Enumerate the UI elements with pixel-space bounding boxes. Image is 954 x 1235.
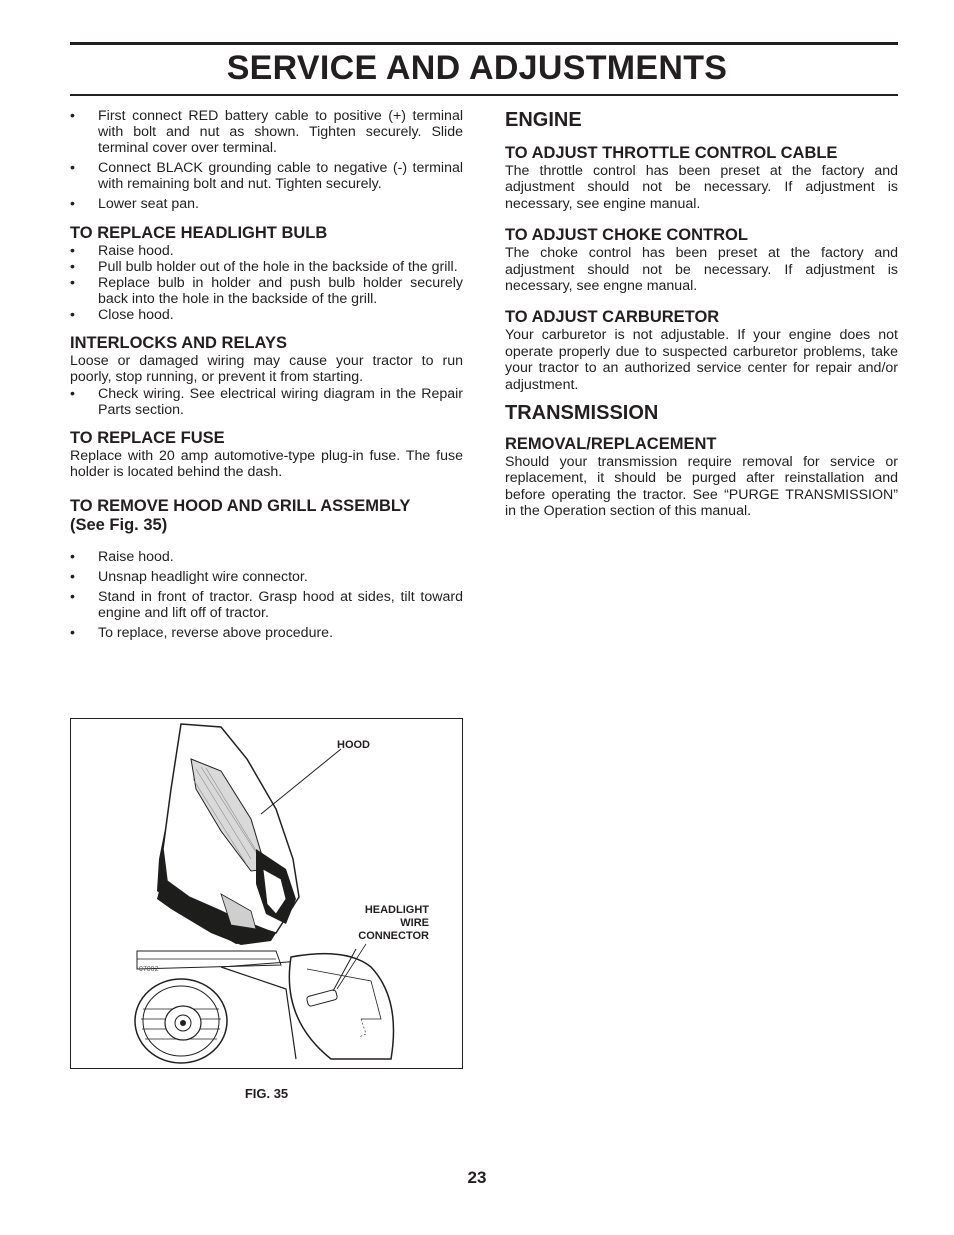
connector-label-line1: HEADLIGHT [364, 904, 429, 916]
hood-label: HOOD [337, 739, 370, 751]
figure-35 [70, 718, 463, 1069]
list-item: • Raise hood. [70, 243, 463, 259]
throttle-text: The throttle control has been preset at the factory and adjustment should not be necessary. If adjustment is necessary, see engine manual. [505, 163, 898, 212]
header-top-rule [70, 42, 898, 45]
list-item: • Lower seat pan. [70, 196, 463, 212]
left-column [70, 106, 463, 645]
header-bottom-rule [70, 94, 898, 96]
section-heading-engine: ENGINE [505, 109, 582, 131]
section-heading-headlight: TO REPLACE HEADLIGHT BULB [70, 224, 328, 242]
list-item: • Raise hood. [70, 549, 463, 565]
subheading-carburetor: TO ADJUST CARBURETOR [505, 308, 720, 327]
section-heading-transmission: TRANSMISSION [505, 402, 659, 425]
removal-text: Should your transmission require removal for service or replacement, it should be purged after reinstallation and before operating the tractor. See “PURGE TRANSMISSION” in the Operation section of this manual. [505, 454, 898, 520]
interlocks-text: Loose or damaged wiring may cause your tractor to run poorly, stop running, or prevent it from starting. [70, 353, 463, 386]
connector-label-line3: CONNECTOR [358, 930, 429, 942]
figure-caption: FIG. 35 [244, 1086, 289, 1101]
list-item: • Stand in front of tractor. Grasp hood at sides, tilt toward engine and lift off of tractor. [70, 589, 463, 621]
battery-steps [70, 108, 463, 212]
section-heading-interlocks: INTERLOCKS AND RELAYS [70, 334, 287, 352]
headlight-steps [70, 243, 463, 323]
list-item: • Close hood. [70, 307, 463, 323]
list-item: • Pull bulb holder out of the hole in the backside of the grill. [70, 259, 463, 275]
subheading-removal: REMOVAL/REPLACEMENT [505, 435, 717, 454]
list-item: • Unsnap headlight wire connector. [70, 569, 463, 585]
page-number: 23 [467, 1168, 487, 1187]
page-title: SERVICE AND ADJUSTMENTS [226, 49, 728, 87]
list-item: • Connect BLACK grounding cable to negative (-) terminal with remaining bolt and nut. Tighten securely. [70, 160, 463, 192]
fuse-text: Replace with 20 amp automotive-type plug-in fuse. The fuse holder is located behind the dash. [70, 447, 463, 481]
list-item: • Replace bulb in holder and push bulb holder securely back into the hole in the backside of the grill. [70, 275, 463, 307]
section-heading-hood-line2: (See Fig. 35) [70, 515, 168, 534]
figure-code: 07002 [139, 966, 159, 973]
subheading-choke: TO ADJUST CHOKE CONTROL [505, 226, 748, 245]
carburetor-text: Your carburetor is not adjustable. If your engine does not operate properly due to suspected carburetor problems, take your tractor to an authorized service center for repair and/or adjustment. [505, 327, 898, 393]
interlocks-steps [70, 386, 463, 418]
hood-illustration [71, 719, 462, 1068]
hood-steps [70, 549, 463, 641]
choke-text: The choke control has been preset at the factory and adjustment should not be necessary. If adjustment is necessary, see engne manual. [505, 245, 898, 295]
section-heading-hood-line1: TO REMOVE HOOD AND GRILL ASSEMBLY [70, 496, 411, 515]
right-column [505, 106, 898, 520]
list-item: • Check wiring. See electrical wiring diagram in the Repair Parts section. [70, 386, 463, 418]
list-item: • First connect RED battery cable to positive (+) terminal with bolt and nut as shown. Tighten securely. Slide terminal cover over terminal. [70, 108, 463, 156]
section-heading-fuse: TO REPLACE FUSE [70, 428, 225, 447]
list-item: • To replace, reverse above procedure. [70, 625, 463, 641]
subheading-throttle: TO ADJUST THROTTLE CONTROL CABLE [505, 144, 838, 162]
connector-label-line2: WIRE [400, 917, 429, 929]
